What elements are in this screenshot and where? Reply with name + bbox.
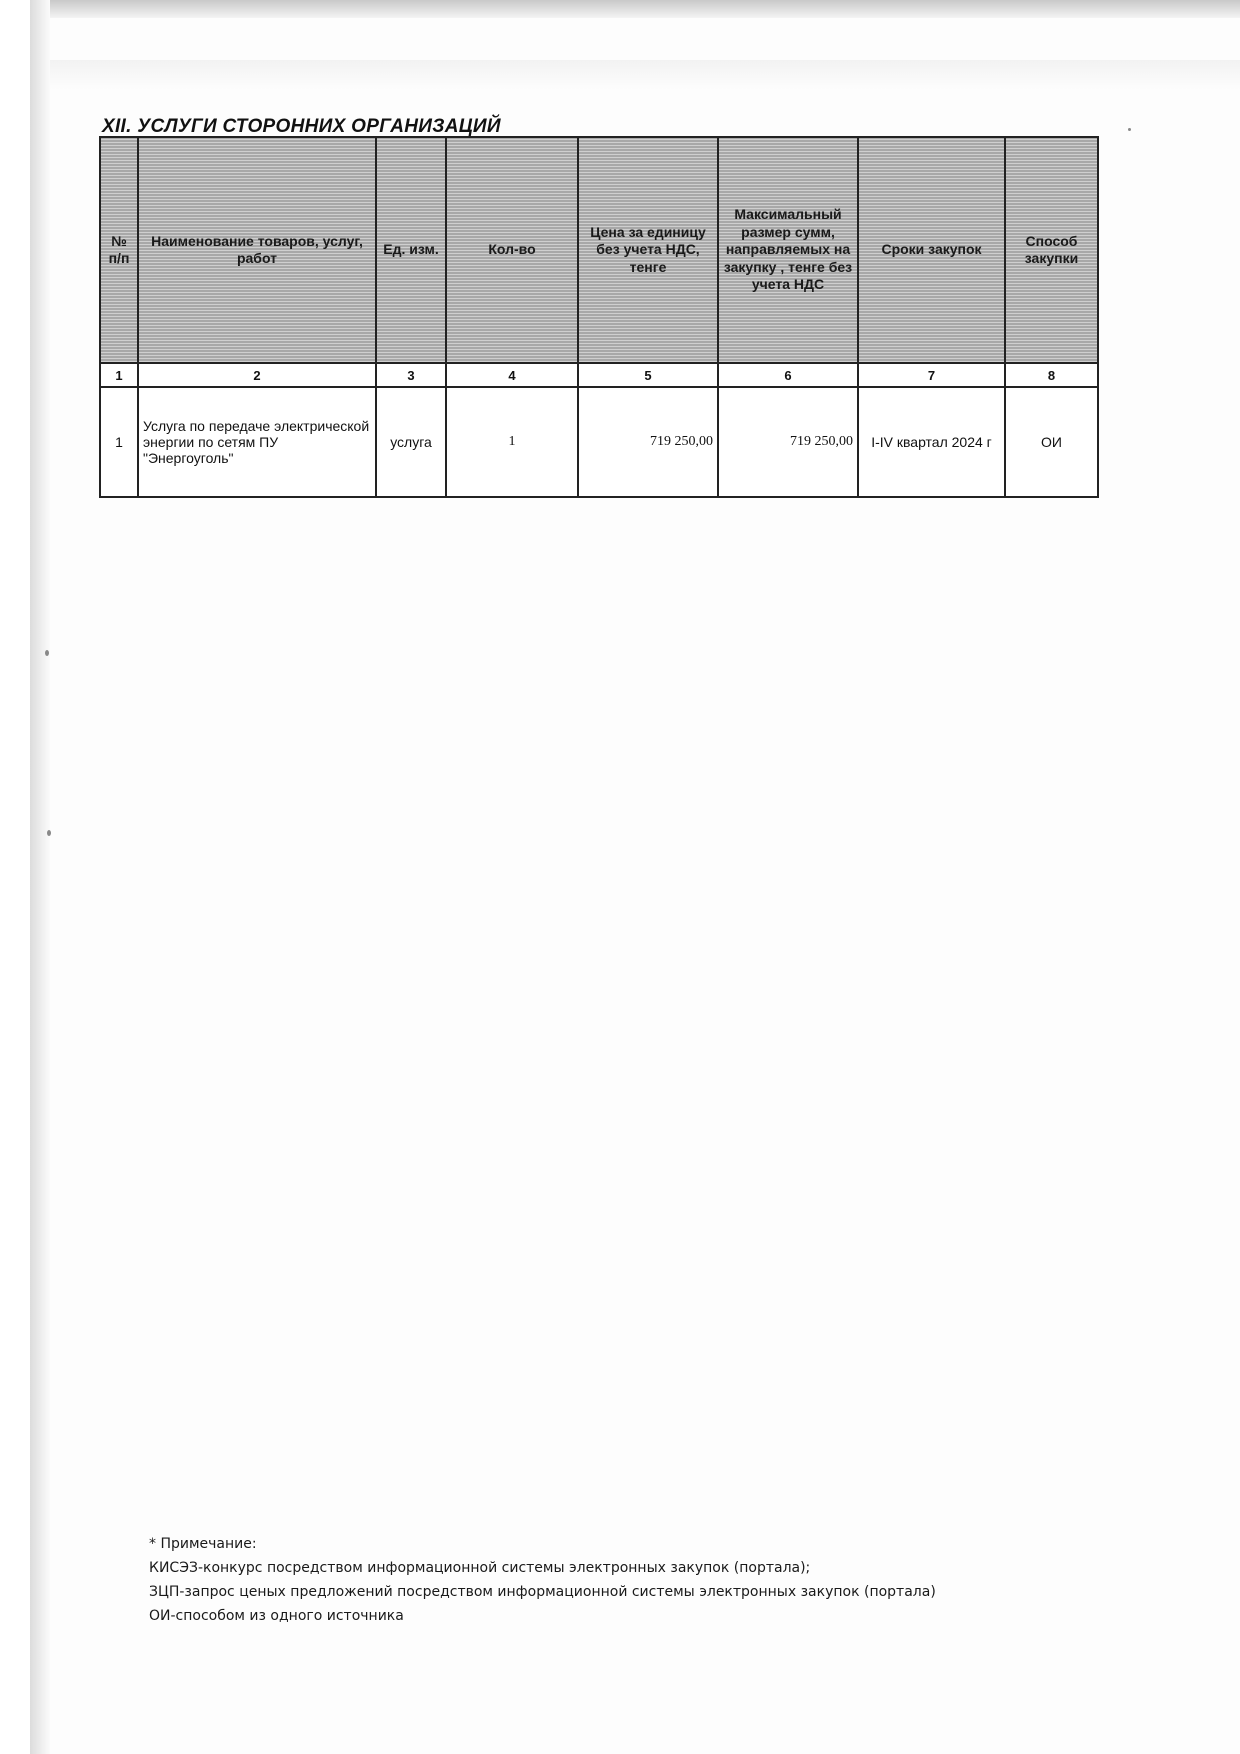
header-cell-unit: Ед. изм.: [376, 137, 446, 363]
header-cell-unit-price: Цена за единицу без учета НДС, тенге: [578, 137, 718, 363]
column-number: 6: [718, 363, 858, 387]
header-cell-num: № п/п: [100, 137, 138, 363]
scan-speck: [45, 650, 49, 656]
note-line: КИСЭЗ-конкурс посредством информационной системы электронных закупок (портала);: [149, 1560, 811, 1576]
cell-unit-price: 719 250,00: [578, 387, 718, 497]
column-number: 8: [1005, 363, 1098, 387]
column-number: 5: [578, 363, 718, 387]
cell-period: I-IV квартал 2024 г: [858, 387, 1005, 497]
procurement-table: [99, 136, 1099, 498]
notes-block: [149, 1532, 936, 1628]
header-cell-qty: Кол-во: [446, 137, 578, 363]
scan-speck: [1128, 128, 1131, 131]
table-header-row: [100, 137, 1098, 363]
table-row: [100, 387, 1098, 497]
cell-num: 1: [100, 387, 138, 497]
header-cell-period: Сроки закупок: [858, 137, 1005, 363]
column-number: 1: [100, 363, 138, 387]
header-cell-name: Наименование товаров, услуг, работ: [138, 137, 376, 363]
cell-unit: услуга: [376, 387, 446, 497]
scan-shadow-top: [30, 0, 1240, 18]
column-number: 7: [858, 363, 1005, 387]
cell-max-sum: 719 250,00: [718, 387, 858, 497]
cell-qty: 1: [446, 387, 578, 497]
scan-shadow-left: [30, 0, 50, 1754]
column-number: 2: [138, 363, 376, 387]
note-line: ОИ-способом из одного источника: [149, 1608, 404, 1624]
header-cell-method: Способ закупки: [1005, 137, 1098, 363]
notes-title: * Примечание:: [149, 1536, 257, 1552]
column-number: 4: [446, 363, 578, 387]
section-title: XII. УСЛУГИ СТОРОННИХ ОРГАНИЗАЦИЙ: [102, 116, 501, 137]
cell-name: Услуга по передаче электрической энергии по сетям ПУ "Энергоуголь": [138, 387, 376, 497]
column-number-row: [100, 363, 1098, 387]
note-line: ЗЦП-запрос ценых предложений посредством информационной системы электронных закупок (портала): [149, 1584, 936, 1600]
scan-speck: [47, 830, 51, 836]
column-number: 3: [376, 363, 446, 387]
cell-method: ОИ: [1005, 387, 1098, 497]
scan-margin: [0, 0, 30, 1754]
scan-shadow-band: [50, 60, 1240, 90]
header-cell-max-sum: Максимальный размер сумм, направляемых на закупку , тенге без учета НДС: [718, 137, 858, 363]
